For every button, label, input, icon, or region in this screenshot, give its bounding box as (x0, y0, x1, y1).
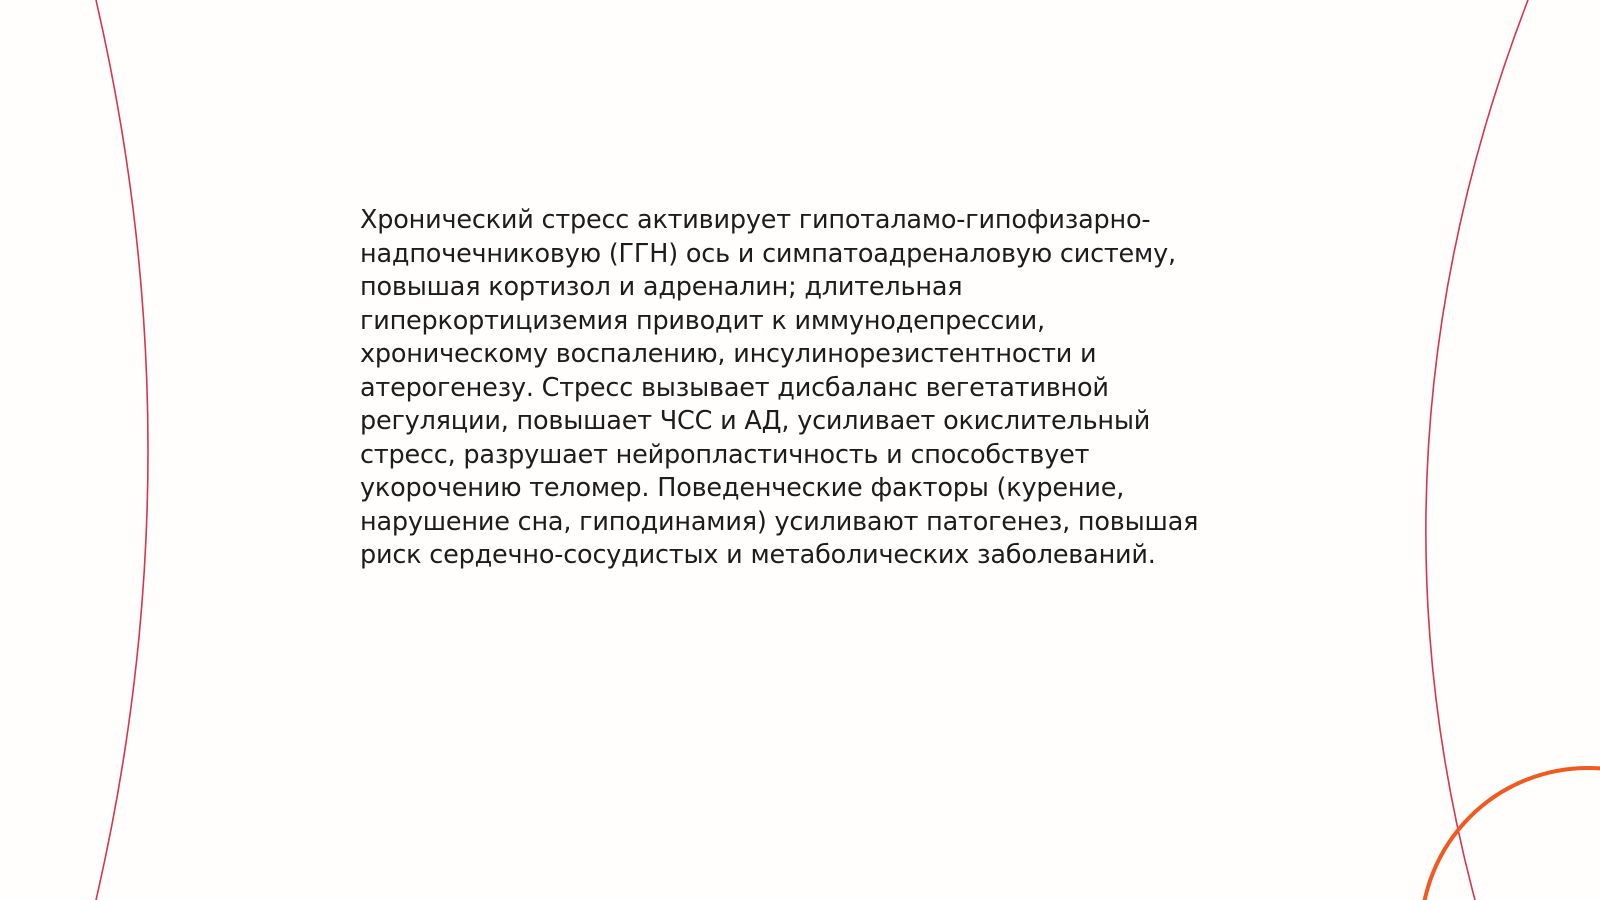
paragraph-line-5: хроническому воспалению, инсулинорезистентности и (360, 339, 1097, 369)
paragraph-line-3: повышая кортизол и адреналин; длительная (360, 272, 963, 302)
paragraph-line-4: гиперкортициземия приводит к иммунодепрессии, (360, 305, 1045, 336)
paragraph-line-10: нарушение сна, гиподинамия) усиливают патогенез, повышая (360, 506, 1199, 537)
right-arc-line (1426, 0, 1528, 900)
orange-circle-outline (1421, 768, 1600, 900)
body-paragraph (360, 204, 1240, 573)
paragraph-line-6: атерогенезу. Стресс вызывает дисбаланс вегетативной (360, 372, 1109, 403)
paragraph-line-2: надпочечниковую (ГГН) ось и симпатоадреналовую систему, (360, 238, 1176, 269)
paragraph-line-8: стресс, разрушает нейропластичность и способствует (360, 439, 1090, 470)
paragraph-line-9: укорочению теломер. Поведенческие факторы (курение, (360, 473, 1125, 503)
left-arc-line (96, 0, 148, 900)
paragraph-line-11: риск сердечно-сосудистых и метаболических заболеваний. (360, 540, 1156, 570)
paragraph-line-7: регуляции, повышает ЧСС и АД, усиливает окислительный (360, 406, 1151, 436)
paragraph-line-1: Хронический стресс активирует гипоталамо-гипофизарно- (360, 205, 1151, 235)
